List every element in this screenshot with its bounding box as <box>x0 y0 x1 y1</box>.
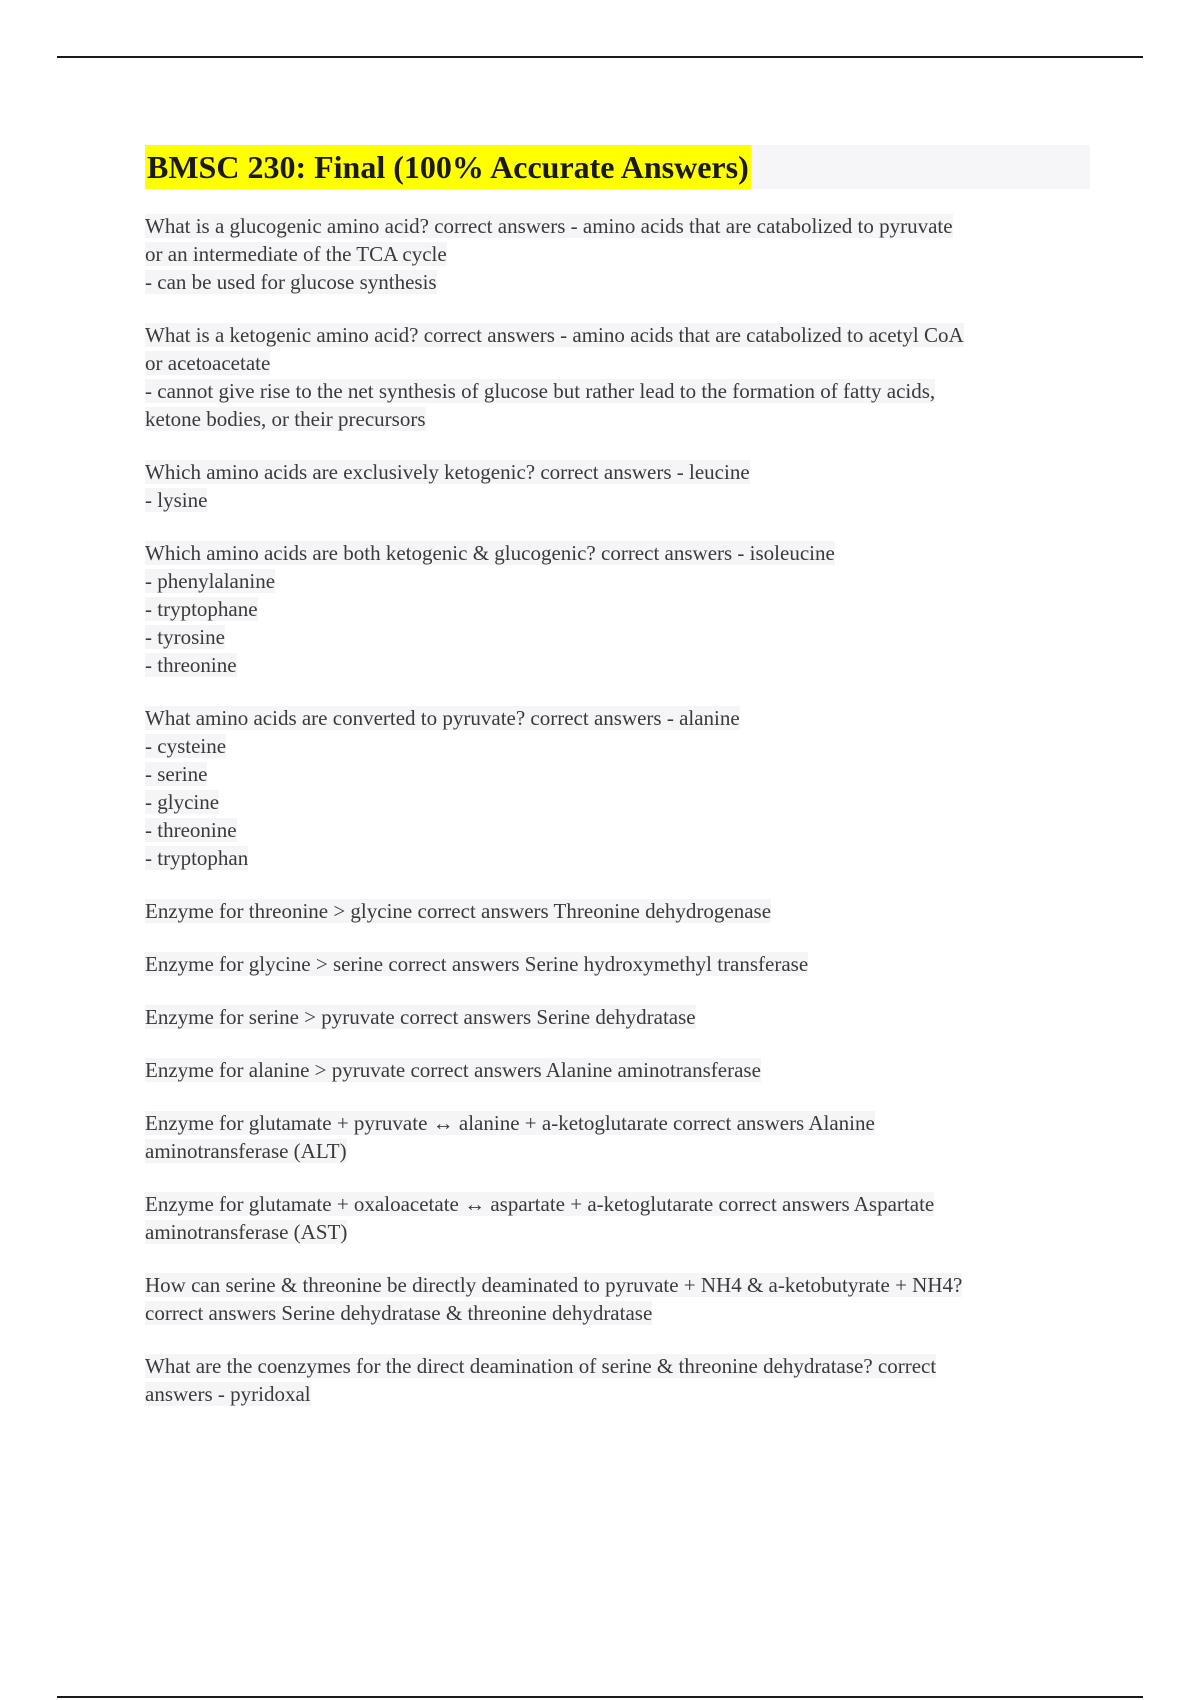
qa-line <box>145 595 1090 623</box>
qa-line <box>145 1271 1090 1299</box>
qa-line <box>145 567 1090 595</box>
qa-entry <box>145 1190 1090 1246</box>
qa-line-text: - lysine <box>145 488 208 512</box>
qa-line-text: - tryptophan <box>145 846 249 870</box>
qa-line-text: - threonine <box>145 653 237 677</box>
title-band <box>145 145 1090 189</box>
qa-line-text: - tryptophane <box>145 597 258 621</box>
qa-line <box>145 1352 1090 1380</box>
qa-line <box>145 377 1090 405</box>
qa-line <box>145 405 1090 433</box>
qa-line-text: What are the coenzymes for the direct deamination of serine & threonine dehydratase? correct <box>145 1354 937 1378</box>
document-body <box>145 145 1090 1433</box>
qa-line-text: Which amino acids are both ketogenic & glucogenic? correct answers - isoleucine <box>145 541 835 565</box>
qa-line <box>145 321 1090 349</box>
qa-line <box>145 623 1090 651</box>
qa-line-text: - threonine <box>145 818 237 842</box>
qa-line <box>145 950 1090 978</box>
qa-line <box>145 651 1090 679</box>
qa-line-text: What amino acids are converted to pyruvate? correct answers - alanine <box>145 706 740 730</box>
qa-line <box>145 1056 1090 1084</box>
qa-line <box>145 486 1090 514</box>
qa-line-text: correct answers Serine dehydratase & threonine dehydratase <box>145 1301 653 1325</box>
qa-entry <box>145 458 1090 514</box>
qa-line <box>145 1190 1090 1218</box>
qa-line <box>145 1380 1090 1408</box>
qa-line <box>145 539 1090 567</box>
qa-line <box>145 1003 1090 1031</box>
qa-line-text: What is a glucogenic amino acid? correct answers - amino acids that are catabolized to pyruvate <box>145 214 953 238</box>
qa-line <box>145 349 1090 377</box>
qa-line-text: Which amino acids are exclusively ketogenic? correct answers - leucine <box>145 460 750 484</box>
qa-line-text: - can be used for glucose synthesis <box>145 270 437 294</box>
qa-entry <box>145 1056 1090 1084</box>
qa-line-text: or acetoacetate <box>145 351 271 375</box>
qa-line-text: Enzyme for alanine > pyruvate correct answers Alanine aminotransferase <box>145 1058 761 1082</box>
qa-line <box>145 732 1090 760</box>
qa-entry <box>145 321 1090 433</box>
qa-line <box>145 1299 1090 1327</box>
qa-line <box>145 268 1090 296</box>
qa-line <box>145 704 1090 732</box>
qa-line <box>145 788 1090 816</box>
qa-line-text: Enzyme for glycine > serine correct answers Serine hydroxymethyl transferase <box>145 952 809 976</box>
qa-line <box>145 760 1090 788</box>
qa-line-text: Enzyme for glutamate + pyruvate ↔ alanine + a-ketoglutarate correct answers Alanine <box>145 1111 875 1135</box>
qa-entry <box>145 1109 1090 1165</box>
qa-line <box>145 212 1090 240</box>
qa-line <box>145 458 1090 486</box>
qa-entry <box>145 1271 1090 1327</box>
qa-line-text: or an intermediate of the TCA cycle <box>145 242 447 266</box>
qa-line-text: What is a ketogenic amino acid? correct answers - amino acids that are catabolized to acetyl CoA <box>145 323 964 347</box>
qa-line-text: - tyrosine <box>145 625 225 649</box>
qa-line-text: ketone bodies, or their precursors <box>145 407 426 431</box>
bottom-divider <box>57 1696 1143 1698</box>
qa-line-text: aminotransferase (ALT) <box>145 1139 347 1163</box>
qa-entry <box>145 1003 1090 1031</box>
qa-line-text: - serine <box>145 762 208 786</box>
qa-line-text: answers - pyridoxal <box>145 1382 311 1406</box>
qa-list <box>145 212 1090 1408</box>
qa-entry <box>145 704 1090 872</box>
qa-line <box>145 240 1090 268</box>
qa-entry <box>145 950 1090 978</box>
qa-entry <box>145 539 1090 679</box>
qa-line-text: aminotransferase (AST) <box>145 1220 348 1244</box>
qa-line <box>145 1137 1090 1165</box>
document-title: BMSC 230: Final (100% Accurate Answers) <box>145 145 751 189</box>
top-divider <box>57 56 1143 58</box>
qa-line-text: Enzyme for threonine > glycine correct answers Threonine dehydrogenase <box>145 899 772 923</box>
qa-entry <box>145 212 1090 296</box>
qa-line <box>145 844 1090 872</box>
qa-line-text: - glycine <box>145 790 220 814</box>
qa-line-text: How can serine & threonine be directly deaminated to pyruvate + NH4 & a-ketobutyrate + NH4? <box>145 1273 963 1297</box>
qa-line-text: Enzyme for serine > pyruvate correct answers Serine dehydratase <box>145 1005 696 1029</box>
qa-line <box>145 1218 1090 1246</box>
qa-line-text: Enzyme for glutamate + oxaloacetate ↔ aspartate + a-ketoglutarate correct answers Aspartate <box>145 1192 935 1216</box>
qa-line-text: - cannot give rise to the net synthesis of glucose but rather lead to the formation of fatty acids, <box>145 379 936 403</box>
qa-entry <box>145 1352 1090 1408</box>
qa-line <box>145 816 1090 844</box>
qa-line <box>145 897 1090 925</box>
qa-line-text: - phenylalanine <box>145 569 276 593</box>
qa-line-text: - cysteine <box>145 734 227 758</box>
qa-entry <box>145 897 1090 925</box>
qa-line <box>145 1109 1090 1137</box>
